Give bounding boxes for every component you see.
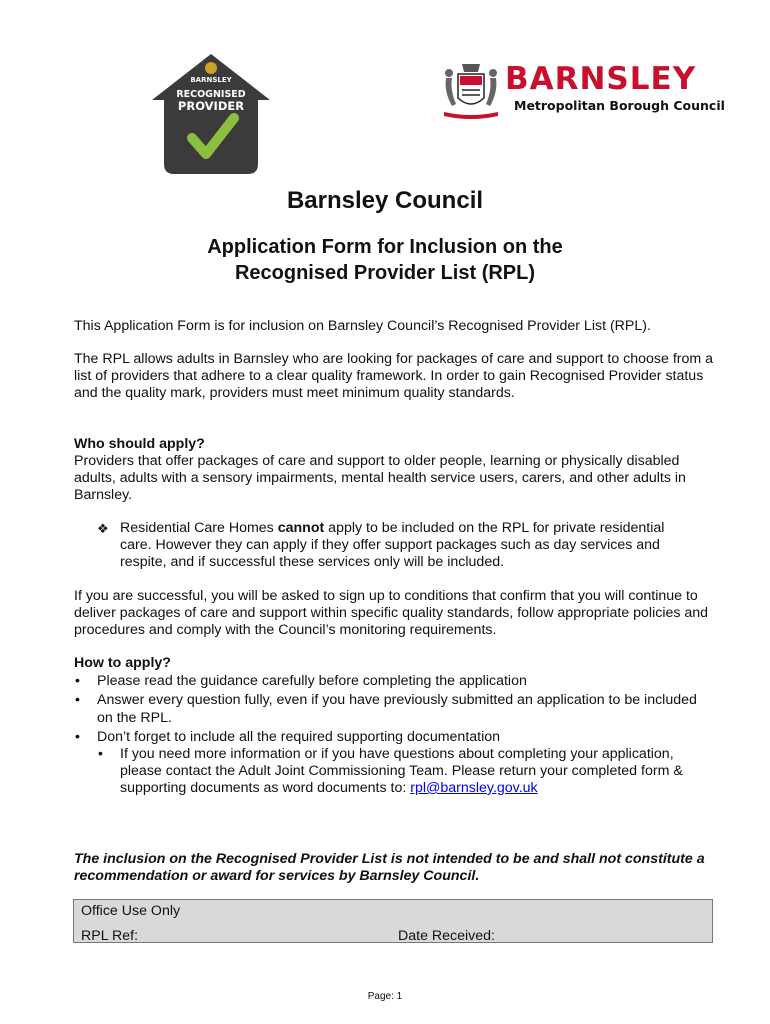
how-heading: How to apply?	[74, 655, 171, 671]
residential-post: apply to be included on the RPL for private residential care. However they can apply if they offer support packages such as day services and respite, and if successful these services only will be included.	[120, 520, 665, 570]
council-title: Barnsley Council	[286, 187, 484, 214]
email-link[interactable]: rpl@barnsley.gov.uk	[410, 780, 538, 796]
who-text: Providers that offer packages of care and support to older people, learning or physically disabled adults, adults with a sensory impairments, mental health service users, carers, and other adults in Barnsley.	[74, 453, 686, 503]
crest-mini-icon	[205, 62, 217, 74]
list-item	[74, 746, 714, 797]
rpl-ref-label: RPL Ref:	[81, 928, 139, 944]
list-item: • Please read the guidance carefully before completing the application	[74, 672, 714, 691]
form-title	[0, 234, 770, 286]
residential-note	[74, 520, 714, 571]
how-section	[74, 655, 714, 797]
office-use-box	[73, 899, 713, 943]
office-title: Office Use Only	[81, 903, 181, 919]
how-list	[74, 672, 714, 746]
intro-paragraph: This Application Form is for inclusion on Barnsley Council’s Recognised Provider List (RPL).	[74, 318, 651, 334]
form-title-line-1: Application Form for Inclusion on the	[207, 236, 563, 258]
who-heading: Who should apply?	[74, 436, 205, 452]
residential-pre: Residential Care Homes	[120, 520, 278, 536]
recognised-provider-logo	[150, 52, 272, 176]
contact-text: If you need more information or if you have questions about completing your application, please contact the Adult Joint Commissioning Team. Please return your completed form & supporting documents as word documents to:	[120, 746, 683, 796]
rp-recognised-text: RECOGNISED	[176, 89, 246, 100]
list-item: • Don’t forget to include all the required supporting documentation	[74, 728, 714, 747]
how-sub-list	[74, 746, 714, 797]
brand-name: BARNSLEY	[505, 61, 697, 97]
who-section	[74, 436, 714, 504]
rp-provider-text: PROVIDER	[177, 99, 245, 113]
brand-subtitle: Metropolitan Borough Council	[514, 98, 725, 113]
date-received-label: Date Received:	[398, 928, 495, 944]
form-title-line-2: Recognised Provider List (RPL)	[234, 262, 536, 284]
residential-bold: cannot	[277, 520, 325, 536]
page-number: Page: 1	[367, 991, 403, 1002]
list-item: • Answer every question fully, even if you have previously submitted an application to be included on the RPL.	[74, 691, 714, 728]
rpl-description: The RPL allows adults in Barnsley who are looking for packages of care and support to choose from a list of providers that adhere to a clear quality framework. In order to gain Recognised Provider status and the quality mark, providers must meet minimum quality standards.	[74, 351, 714, 401]
success-paragraph: If you are successful, you will be asked to sign up to conditions that confirm that you will continue to deliver packages of care and support within specific quality standards, follow appropriate policies and procedures and comply with the Council’s monitoring requirements.	[74, 588, 709, 638]
disclaimer: The inclusion on the Recognised Provider List is not intended to be and shall not constitute a recommendation or award for services by Barnsley Council.	[74, 851, 705, 884]
barnsley-crest-icon	[440, 58, 502, 124]
rp-top-text: BARNSLEY	[190, 76, 232, 84]
